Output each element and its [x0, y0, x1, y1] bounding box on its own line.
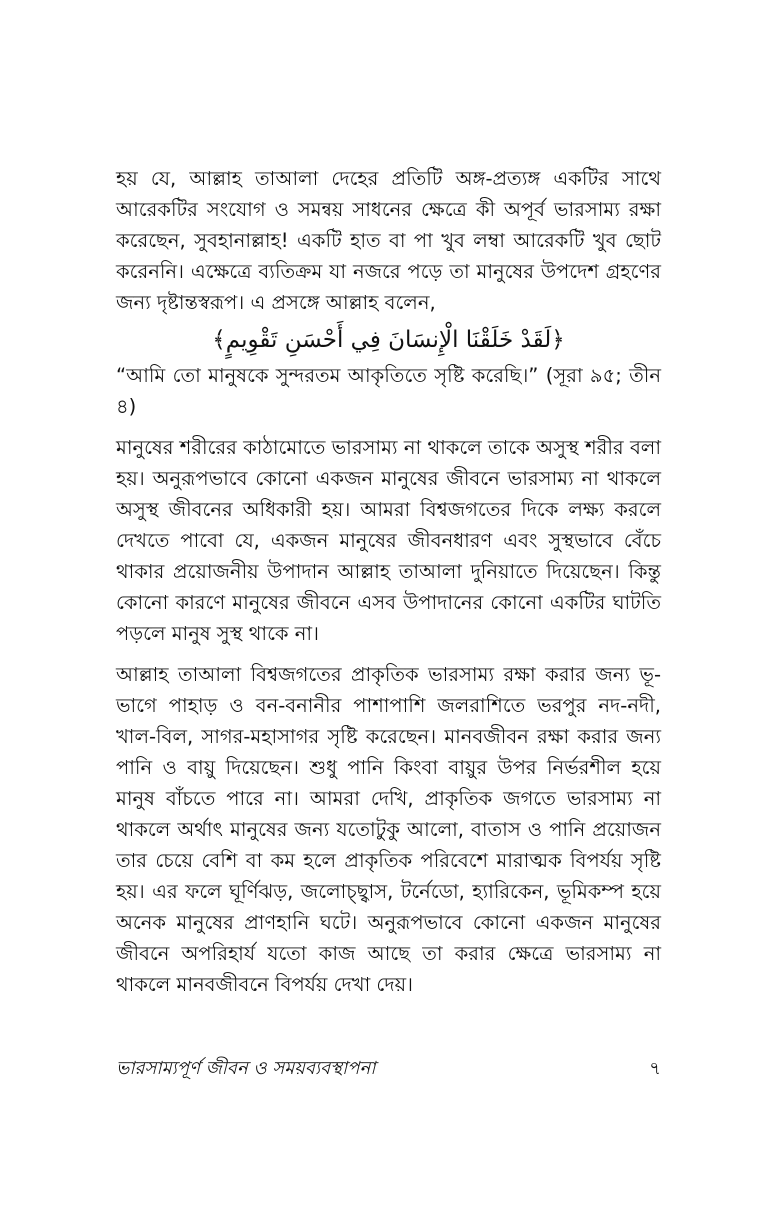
page-footer: [116, 1054, 661, 1080]
quran-verse: ﴿لَقَدْ خَلَقْنَا الْإِنسَانَ فِي أَحْسَنِ تَقْوِيمٍ﴾: [212, 327, 565, 353]
running-title: ভারসাম্যপূর্ণ জীবন ও সময়ব্যবস্থাপনা: [116, 1058, 376, 1079]
paragraph-1: হয় যে, আল্লাহ তাআলা দেহের প্রতিটি অঙ্গ-প্রত্যঙ্গ একটির সাথে আরেকটির সংযোগ ও সমন্বয় সাধনের ক্ষেত্রে কী অপূর্ব ভারসাম্য রক্ষা করেছেন, সুবহানাল্লাহ! একটি হাত বা পা খুব লম্বা আরেকটি খুব ছোট করেননি। এক্ষেত্রে ব্যতিক্রম যা নজরে পড়ে তা মানুষের উপদেশ গ্রহণের জন্য দৃষ্টান্তস্বরূপ। এ প্রসঙ্গে আল্লাহ বলেন,: [116, 167, 661, 314]
paragraph-3: আল্লাহ তাআলা বিশ্বজগতের প্রাকৃতিক ভারসাম্য রক্ষা করার জন্য ভূ-ভাগে পাহাড় ও বন-বনানীর পাশাপাশি জলরাশিতে ভরপুর নদ-নদী, খাল-বিল, সাগর-মহাসাগর সৃষ্টি করেছেন। মানবজীবন রক্ষা করার জন্য পানি ও বায়ু দিয়েছেন। শুধু পানি কিংবা বায়ুর উপর নির্ভরশীল হয়ে মানুষ বাঁচতে পারে না। আমরা দেখি, প্রাকৃতিক জগতে ভারসাম্য না থাকলে অর্থাৎ মানুষের জন্য যতোটুকু আলো, বাতাস ও পানি প্রয়োজন তার চেয়ে বেশি বা কম হলে প্রাকৃতিক পরিবেশে মারাত্মক বিপর্যয় সৃষ্টি হয়। এর ফলে ঘূর্ণিঝড়, জলোচ্ছ্বাস, টর্নেডো, হ্যারিকেন, ভূমিকম্প হয়ে অনেক মানুষের প্রাণহানি ঘটে। অনুরূপভাবে কোনো একজন মানুষের জীবনে অপরিহার্য যতো কাজ আছে তা করার ক্ষেত্রে ভারসাম্য না থাকলে মানবজীবনে বিপর্যয় দেখা দেয়।: [116, 663, 661, 996]
paragraph-2: মানুষের শরীরের কাঠামোতে ভারসাম্য না থাকলে তাকে অসুস্থ শরীর বলা হয়। অনুরূপভাবে কোনো একজন মানুষের জীবনে ভারসাম্য না থাকলে অসুস্থ জীবনের অধিকারী হয়। আমরা বিশ্বজগতের দিকে লক্ষ্য করলে দেখতে পাবো যে, একজন মানুষের জীবনধারণ এবং সুস্থভাবে বেঁচে থাকার প্রয়োজনীয় উপাদান আল্লাহ তাআলা দুনিয়াতে দিয়েছেন। কিন্তু কোনো কারণে মানুষের জীবনে এসব উপাদানের কোনো একটির ঘাটতি পড়লে মানুষ সুস্থ থাকে না।: [116, 436, 661, 645]
page-body: [116, 163, 661, 1000]
verse-translation: “আমি তো মানুষকে সুন্দরতম আকৃতিতে সৃষ্টি করেছি।” (সূরা ৯৫; তীন ৪): [116, 364, 661, 418]
page-number: ৭: [649, 1058, 661, 1079]
